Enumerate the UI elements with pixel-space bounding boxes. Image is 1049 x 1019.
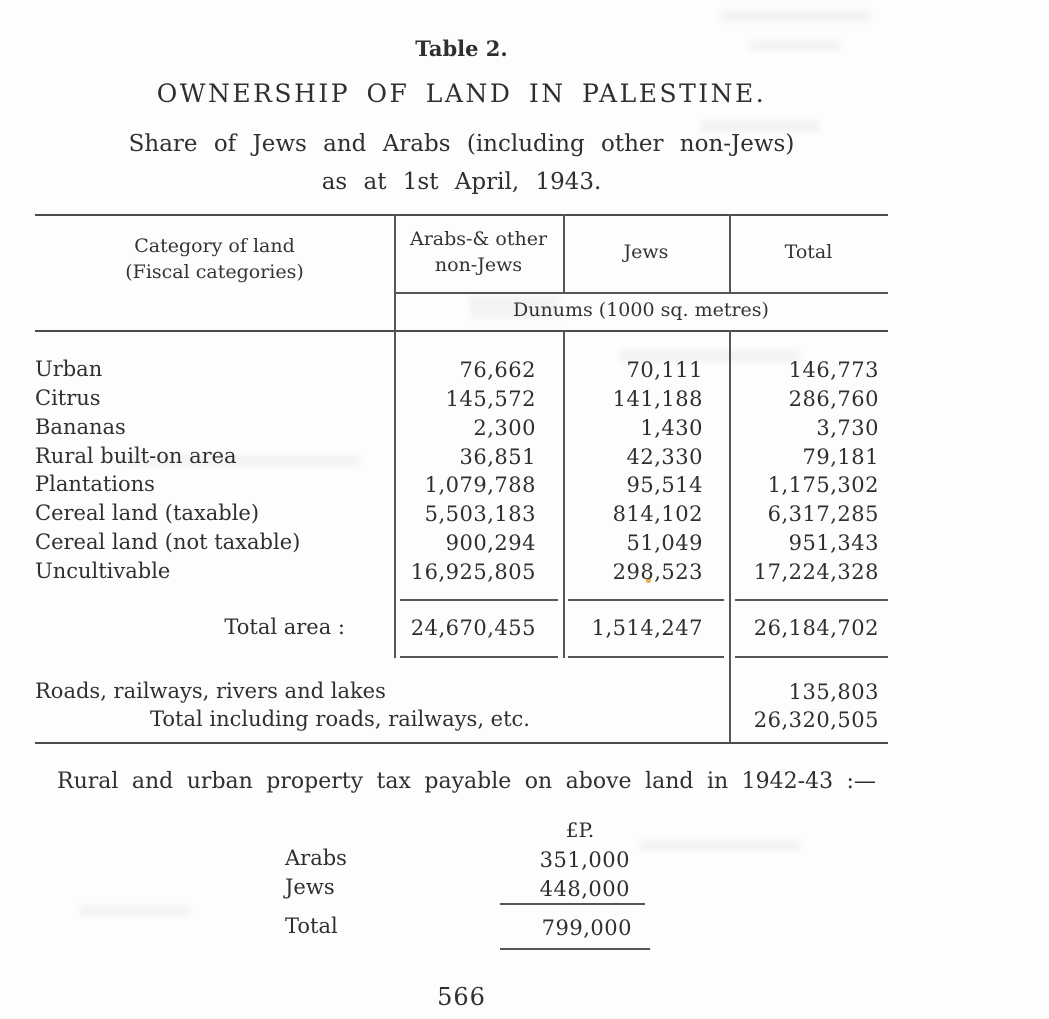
arabs-cell: 36,851	[459, 445, 536, 469]
subtitle-line-2: as at 1st April, 1943.	[321, 169, 602, 195]
table-label: Table 2.	[415, 36, 508, 61]
divider-category-arabs	[394, 214, 396, 658]
jews-cell: 95,514	[626, 473, 703, 497]
total-cell: 951,343	[788, 531, 879, 555]
table-top-rule	[35, 214, 888, 216]
table-bottom-rule	[35, 742, 888, 744]
tax-row-label: Arabs	[285, 846, 347, 870]
col-header-arabs-line1: Arabs-& other	[409, 228, 548, 250]
unit-row-bottom-rule	[35, 330, 888, 332]
tax-row-label: Jews	[285, 875, 335, 899]
total-above-rule	[568, 599, 724, 601]
tax-row-value: 448,000	[539, 877, 630, 901]
header-underline-rule	[394, 292, 888, 294]
category-cell: Urban	[35, 357, 103, 381]
grand-total-label: Total including roads, railways, etc.	[150, 707, 530, 731]
scan-bleed-artifact	[80, 905, 190, 916]
total-cell: 79,181	[802, 445, 879, 469]
divider-arabs-jews-body	[563, 330, 565, 658]
jews-cell: 51,049	[626, 531, 703, 555]
total-area-label: Total area :	[224, 615, 345, 639]
col-header-arabs	[394, 226, 563, 278]
tax-heading: Rural and urban property tax payable on above land in 1942-43 :—	[57, 769, 876, 794]
total-below-rule	[568, 656, 724, 658]
jews-cell: 70,111	[626, 358, 703, 382]
scan-bleed-artifact	[720, 10, 870, 22]
total-above-rule	[735, 599, 888, 601]
total-above-rule	[400, 599, 558, 601]
category-cell: Rural built-on area	[35, 444, 237, 468]
jews-cell: 42,330	[626, 445, 703, 469]
category-cell: Uncultivable	[35, 559, 171, 583]
tax-row-label: Total	[285, 914, 338, 938]
arabs-cell: 900,294	[445, 531, 536, 555]
arabs-cell: 76,662	[459, 358, 536, 382]
total-cell: 286,760	[788, 387, 879, 411]
page-title: OWNERSHIP OF LAND IN PALESTINE.	[156, 79, 767, 108]
subtitle-line-1: Share of Jews and Arabs (including other non-Jews)	[128, 131, 795, 157]
tax-currency-label: £P.	[565, 818, 595, 842]
category-cell: Cereal land (taxable)	[35, 501, 260, 525]
category-cell: Citrus	[35, 386, 101, 410]
total-cell: 1,175,302	[767, 473, 879, 497]
total-cell: 6,317,285	[767, 502, 879, 526]
arabs-cell: 2,300	[473, 416, 536, 440]
divider-jews-total-body	[729, 330, 731, 742]
col-header-category-line2: (Fiscal categories)	[125, 261, 304, 283]
jews-cell: 141,188	[612, 387, 703, 411]
col-header-jews: Jews	[623, 241, 669, 263]
category-cell: Plantations	[35, 472, 155, 496]
unit-header: Dunums (1000 sq. metres)	[513, 299, 769, 321]
col-header-arabs-line2: non-Jews	[434, 254, 523, 276]
roads-label: Roads, railways, rivers and lakes	[35, 679, 386, 703]
scan-bleed-artifact	[640, 840, 800, 851]
tax-total-rule	[500, 948, 650, 950]
arabs-cell: 145,572	[445, 387, 536, 411]
jews-cell: 298,523	[612, 560, 703, 584]
total-cell: 3,730	[816, 416, 879, 440]
col-header-category-line1: Category of land	[134, 235, 295, 257]
total-area-arabs: 24,670,455	[410, 616, 536, 640]
total-cell: 146,773	[788, 358, 879, 382]
jews-cell: 814,102	[612, 502, 703, 526]
roads-total: 135,803	[788, 680, 879, 704]
arabs-cell: 1,079,788	[424, 473, 536, 497]
arabs-cell: 16,925,805	[410, 560, 536, 584]
tax-row-value: 799,000	[541, 916, 632, 940]
category-cell: Cereal land (not taxable)	[35, 530, 301, 554]
total-below-rule	[400, 656, 558, 658]
tax-row-value: 351,000	[539, 848, 630, 872]
jews-cell: 1,430	[640, 416, 703, 440]
tax-subtotal-rule	[500, 903, 645, 905]
arabs-cell: 5,503,183	[424, 502, 536, 526]
total-below-rule	[735, 656, 888, 658]
col-header-total: Total	[784, 241, 833, 263]
total-area-jews: 1,514,247	[591, 616, 703, 640]
col-header-category	[35, 233, 394, 285]
grand-total-value: 26,320,505	[753, 708, 879, 732]
page-number: 566	[437, 983, 486, 1011]
total-area-total: 26,184,702	[753, 616, 879, 640]
category-cell: Bananas	[35, 415, 126, 439]
total-cell: 17,224,328	[753, 560, 879, 584]
